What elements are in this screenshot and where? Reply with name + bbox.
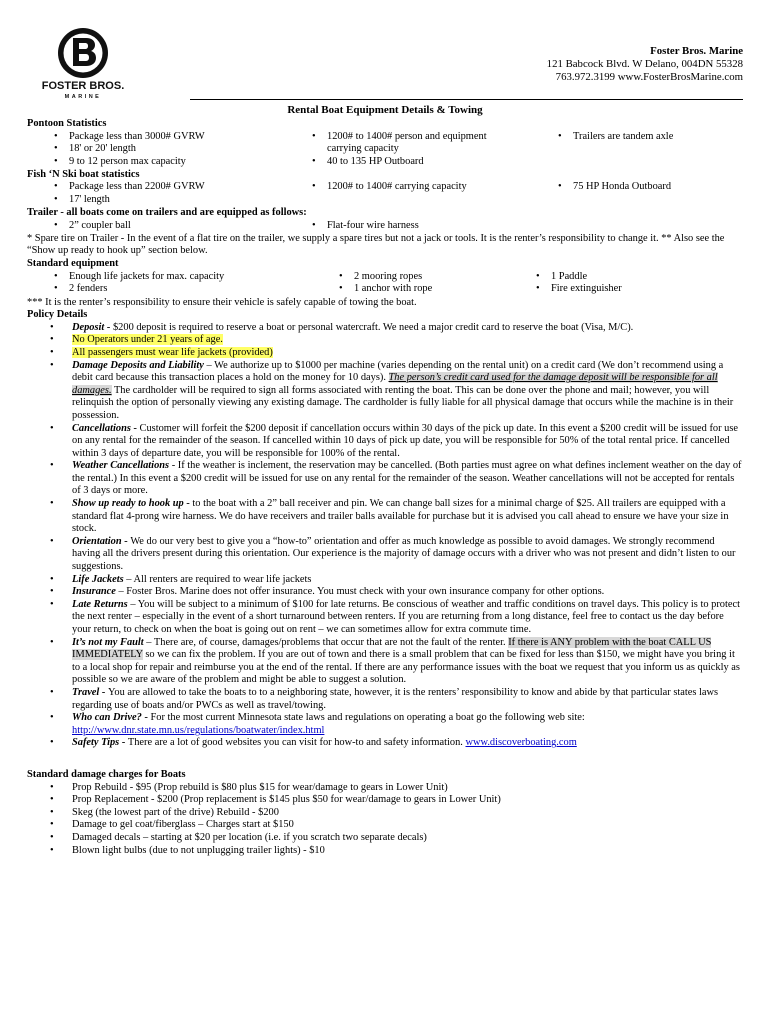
fault-highlight: If there is ANY problem with the boat CALL US IMMEDIATELY — [72, 636, 712, 661]
safety-label: Safety Tips - — [72, 737, 128, 749]
damage-charges-list — [27, 782, 743, 858]
policy-who-can-drive — [27, 712, 743, 737]
deposit-label: Deposit - — [72, 321, 113, 333]
showup-label: Show up ready to hook up - — [72, 498, 193, 510]
list-item: • 1200# to 1400# carrying capacity — [309, 181, 469, 194]
policy-heading: Policy Details — [27, 309, 88, 321]
list-item: • Prop Rebuild - $95 (Prop rebuild is $80 plus $15 for wear/damage to gears in Lower Unit) — [27, 782, 743, 795]
policy-travel — [27, 687, 743, 712]
company-contact: 763.972.3199 www.FosterBrosMarine.com — [555, 71, 743, 83]
logo-brand-text: FOSTER BROS. — [41, 80, 125, 92]
list-item: • 1 Paddle — [533, 271, 713, 284]
list-item: • Package less than 3000# GVRW — [51, 131, 281, 144]
fault-label: It’s not my Fault — [72, 636, 144, 648]
list-item: • Damaged decals – starting at $20 per location (i.e. if you scratch two separate decals) — [27, 832, 743, 845]
dnr-regulations-link[interactable]: http://www.dnr.state.mn.us/regulations/boatwater/index.html — [72, 724, 325, 736]
list-item: • Fire extinguisher — [533, 283, 713, 296]
policy-list — [27, 322, 743, 750]
logo-sub-text: MARINE — [64, 94, 102, 100]
list-item: • 1 anchor with rope — [336, 283, 536, 296]
travel-text: You are allowed to take the boats to to a neighboring state, however, it is the renters’ responsibility to know and abide by that particular states laws regarding use of boats and/or PWCs as well as travel/towing. — [72, 686, 719, 711]
list-item: • Trailers are tandem axle — [555, 131, 735, 144]
lifej-label: Life Jackets — [72, 573, 124, 585]
header-rule — [190, 99, 743, 100]
list-item: • 40 to 135 HP Outboard — [309, 156, 509, 169]
trailer-equipment — [27, 220, 743, 233]
insurance-text: – Foster Bros. Marine does not offer insurance. You must check with your own insurance company for other options. — [115, 586, 605, 598]
list-item: • Blown light bulbs (due to not unplugging trailer lights) - $10 — [27, 845, 743, 858]
list-item: • 75 HP Honda Outboard — [555, 181, 735, 194]
trailer-note: * Spare tire on Trailer - In the event of a flat tire on the trailer, we supply a spare tires but not a jack or tools. It is the renter’s responsibility to change it. ** Also see the “Show up ready to hook up” section below. — [27, 232, 725, 257]
policy-damage — [27, 360, 743, 423]
policy-insurance — [27, 586, 743, 599]
lifej-text: – All renters are required to wear life jackets — [123, 573, 312, 585]
towing-note: *** It is the renter’s responsibility to ensure their vehicle is safely capable of towing the boat. — [27, 296, 417, 308]
policy-no-operators — [27, 334, 743, 347]
pontoon-heading: Pontoon Statistics — [27, 118, 107, 129]
list-item: • 2 fenders — [51, 283, 311, 296]
trailer-heading: Trailer - all boats come on trailers and are equipped as follows: — [27, 207, 307, 219]
policy-not-my-fault — [27, 637, 743, 687]
showup-text: to the boat with a 2” ball receiver and pin. We can change ball sizes for a minimal charge of $25. All trailers are equipped with a standard flat 4-prong wire harness. We do have receivers and trailer balls available for purchase but it is advised you call ahead to ensure we have your size in stock. — [72, 498, 729, 535]
company-name: Foster Bros. Marine — [650, 45, 743, 57]
policy-late-returns — [27, 599, 743, 637]
list-item: • 1200# to 1400# person and equipment carrying capacity — [309, 131, 509, 156]
damage-label: Damage Deposits and Liability — [72, 359, 204, 371]
fish-ski-heading: Fish ‘N Ski boat statistics — [27, 168, 140, 180]
deposit-text: $200 deposit is required to reserve a boat or personal watercraft. We need a major credit card to reserve the boat (Visa, M/C). — [112, 321, 634, 333]
life-jackets-rule-text: All passengers must wear life jackets (provided) — [72, 346, 273, 358]
policy-weather — [27, 460, 743, 498]
orient-label: Orientation - — [72, 535, 131, 547]
standard-equipment-heading: Standard equipment — [27, 257, 119, 269]
policy-orientation — [27, 536, 743, 574]
damage-text-1: – We authorize up to $1000 per machine (varies depending on the rental unit) on a credit card (We don’t recommend using a debit card because this transaction places a hold on the money for 10 days). — [72, 359, 724, 384]
insurance-label: Insurance — [72, 586, 116, 598]
list-item: • Prop Replacement - $200 (Prop replacement is $145 plus $50 for wear/damage to gears in Lower Unit) — [27, 794, 743, 807]
policy-show-up — [27, 498, 743, 536]
weather-text: - If the weather is inclement, the reservation may be cancelled. (Both parties must agree on what defines inclement weather on the day of the rental.) In this event a $200 credit will be issued for use on any rental for the remainder of the season. Weather cancellations will not be accepted for rentals of 3 days or more. — [72, 460, 742, 497]
list-item: • 9 to 12 person max capacity — [51, 156, 281, 169]
policy-safety-tips — [27, 737, 743, 750]
list-item: • Skeg (the lowest part of the drive) Rebuild - $200 — [27, 807, 743, 820]
drive-label: Who can Drive? - — [72, 712, 151, 724]
cancel-text: Customer will forfeit the $200 deposit if cancellation occurs within 30 days of the pick up date. In this event a $200 credit will be issued for use on any rental for the remainder of the season. If cancelled within 10 days of pick up date, you will be responsible for 50% of the total rental price. If cancelled within 3 days of departure date, you will be responsible for 100% of the rental. — [72, 422, 739, 459]
late-text: – You will be subject to a minimum of $100 for late returns. Be conscious of weather and traffic conditions on travel days. This policy is to protect the next renter – especially in the event of a short turnaround between renters. If you are returning from a long distance, feel free to contact us the day before your return, to check on when the boat is going out on rent – we can sometimes allow for extra commute time. — [72, 598, 740, 635]
fault-text-2: so we can fix the problem. If you are out of town and there is a small problem that can be fixed for less than $150, we might have you bring it to a local shop for repair and reimburse you at the end of the rental. If there are any performance issues with the boat we request that you inform us as quickly as possible so we are aware of the problem and might be able to suggest a solution. — [72, 649, 740, 686]
foster-bros-logo — [41, 26, 125, 102]
standard-equipment — [27, 271, 743, 297]
damage-highlight: The person’s credit card used for the damage deposit will be responsible for all damages. — [72, 372, 718, 396]
damage-charges-heading: Standard damage charges for Boats — [27, 768, 186, 780]
cancel-label: Cancellations - — [72, 422, 140, 434]
orient-text: We do our very best to give you a “how-to” orientation and offer as much knowledge as possible to avoid damages. We strongly recommend having all the drivers present during this orientation. Our experience is the majority of damage occurs with a driver who was not present and didn’t listen to our suggestions. — [72, 535, 736, 573]
list-item: • Enough life jackets for max. capacity — [51, 271, 311, 284]
fault-text-1: – There are, of course, damages/problems that occur that are not the fault of the renter. — [143, 636, 509, 648]
list-item: • 2 mooring ropes — [336, 271, 536, 284]
weather-label: Weather Cancellations — [72, 460, 170, 472]
late-label: Late Returns — [72, 598, 128, 610]
document-body — [27, 118, 743, 857]
policy-deposit — [27, 322, 743, 335]
no-operators-text: No Operators under 21 years of age. — [72, 334, 223, 346]
list-item: • 18' or 20' length — [51, 143, 281, 156]
fish-ski-stats — [27, 181, 743, 207]
policy-cancellations — [27, 423, 743, 461]
list-item: • 2” coupler ball — [51, 220, 281, 233]
list-item: • 17' length — [51, 194, 281, 207]
policy-life-jackets-rule — [27, 347, 743, 360]
safety-text: There are a lot of good websites you can visit for how-to and safety information. — [127, 737, 466, 749]
list-item: • Flat-four wire harness — [309, 220, 509, 233]
drive-text: For the most current Minnesota state laws and regulations on operating a boat go the following web site: — [150, 712, 585, 724]
list-item: • Package less than 2200# GVRW — [51, 181, 281, 194]
company-address: 121 Babcock Blvd. W Delano, 004DN 55328 — [546, 58, 743, 70]
pontoon-stats — [27, 131, 743, 169]
policy-life-jackets — [27, 574, 743, 587]
company-info — [547, 45, 743, 84]
list-item: • Damage to gel coat/fiberglass – Charges start at $150 — [27, 819, 743, 832]
damage-text-2: The cardholder will be required to sign all forms associated with renting the boat. This can be done over the phone and mail; however, you will relinquish the option of personally viewing any existing damage. The cardholder is fully liable for all physical damage that occurs while the machine is in their possession. — [72, 384, 734, 421]
travel-label: Travel - — [72, 686, 108, 698]
document-title: Rental Boat Equipment Details & Towing — [287, 104, 483, 116]
discoverboating-link[interactable]: www.discoverboating.com — [465, 737, 577, 749]
